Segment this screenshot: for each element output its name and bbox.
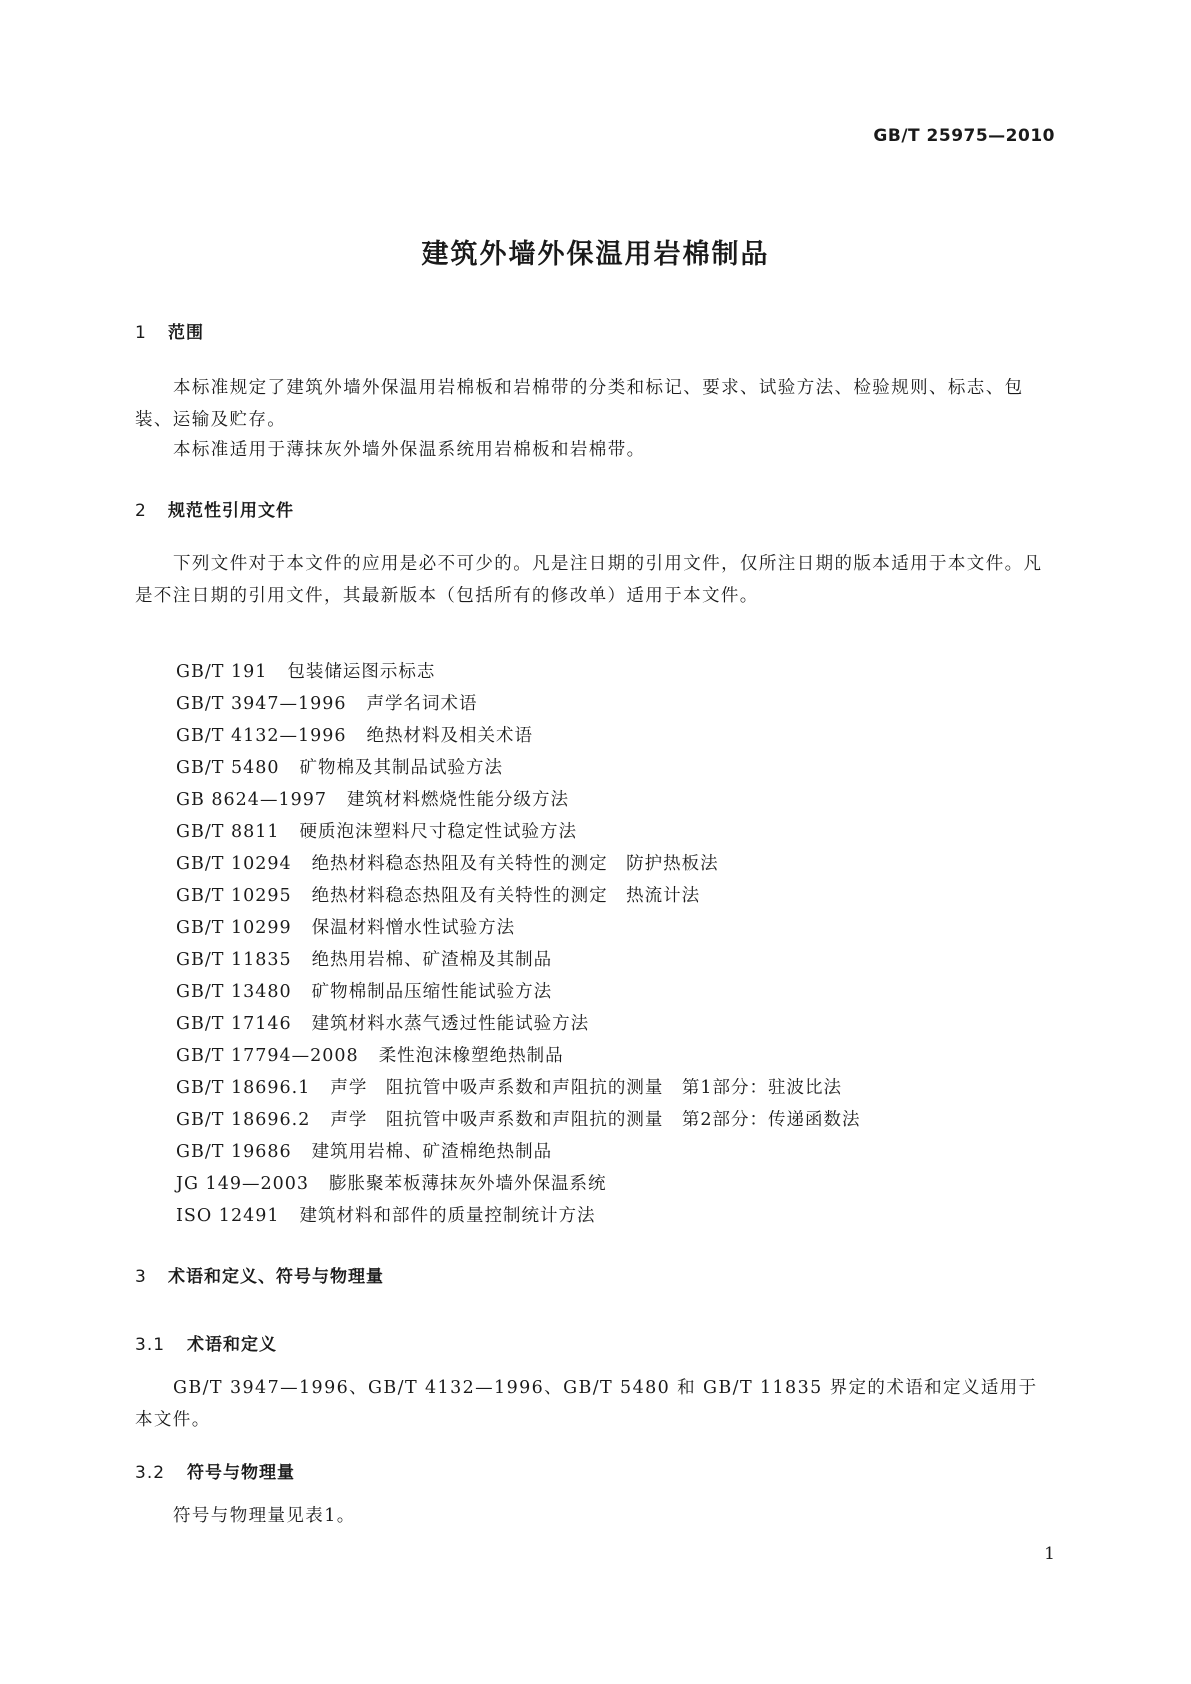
reference-item [176, 688, 860, 720]
reference-item [176, 1008, 860, 1040]
section-3-heading [135, 1262, 384, 1287]
reference-title: 绝热材料稳态热阻及有关特性的测定 热流计法 [311, 886, 701, 906]
reference-list [176, 656, 860, 1232]
section-title: 术语和定义、符号与物理量 [168, 1267, 384, 1287]
reference-item [176, 752, 860, 784]
section-1-heading [135, 318, 204, 343]
reference-item [176, 656, 860, 688]
reference-code: JG 149—2003 [176, 1174, 309, 1194]
reference-code: GB/T 4132—1996 [176, 726, 347, 746]
subsection-number: 3.2 [135, 1463, 166, 1483]
reference-code: GB/T 17146 [176, 1014, 292, 1034]
reference-item [176, 1072, 860, 1104]
section-3-2-heading [135, 1458, 295, 1483]
reference-code: GB/T 5480 [176, 758, 280, 778]
section-number: 2 [135, 501, 147, 521]
document-title: 建筑外墙外保温用岩棉制品 [421, 239, 770, 270]
reference-item [176, 1200, 860, 1232]
reference-item [176, 816, 860, 848]
reference-title: 建筑材料燃烧性能分级方法 [346, 790, 569, 810]
reference-title: 膨胀聚苯板薄抹灰外墙外保温系统 [329, 1174, 607, 1194]
reference-code: GB/T 8811 [176, 822, 280, 842]
section-2-heading [135, 496, 294, 521]
reference-title: 声学名词术语 [366, 694, 478, 714]
reference-title: 绝热材料及相关术语 [366, 726, 534, 746]
reference-item [176, 1040, 860, 1072]
reference-item [176, 912, 860, 944]
reference-code: GB/T 13480 [176, 982, 292, 1002]
reference-item [176, 784, 860, 816]
terms-paragraph: GB/T 3947—1996、GB/T 4132—1996、GB/T 5480 和 GB/T 11835 界定的术语和定义适用于本文件。 [135, 1378, 1038, 1430]
reference-code: GB/T 18696.1 [176, 1078, 311, 1098]
reference-code: GB/T 19686 [176, 1142, 292, 1162]
reference-title: 硬质泡沫塑料尺寸稳定性试验方法 [299, 822, 578, 842]
reference-code: ISO 12491 [176, 1206, 280, 1226]
reference-title: 声学 阻抗管中吸声系数和声阻抗的测量 第1部分：驻波比法 [330, 1078, 842, 1098]
reference-title: 保温材料憎水性试验方法 [311, 918, 516, 938]
section-number: 1 [135, 323, 147, 343]
reference-title: 绝热用岩棉、矿渣棉及其制品 [311, 950, 553, 970]
scope-paragraph-2: 本标准适用于薄抹灰外墙外保温系统用岩棉板和岩棉带。 [173, 440, 646, 460]
reference-item [176, 1104, 860, 1136]
reference-title: 矿物棉及其制品试验方法 [299, 758, 504, 778]
section-title: 规范性引用文件 [168, 501, 294, 521]
subsection-title: 术语和定义 [187, 1335, 277, 1355]
reference-title: 矿物棉制品压缩性能试验方法 [311, 982, 553, 1002]
subsection-title: 符号与物理量 [187, 1463, 295, 1483]
reference-item [176, 944, 860, 976]
references-intro: 下列文件对于本文件的应用是必不可少的。凡是注日期的引用文件，仅所注日期的版本适用于本文件。凡是不注日期的引用文件，其最新版本（包括所有的修改单）适用于本文件。 [135, 554, 1043, 606]
reference-item [176, 720, 860, 752]
section-number: 3 [135, 1267, 147, 1287]
reference-code: GB/T 3947—1996 [176, 694, 347, 714]
reference-code: GB/T 18696.2 [176, 1110, 311, 1130]
reference-code: GB/T 10299 [176, 918, 292, 938]
section-3-1-heading [135, 1330, 277, 1355]
page-number: 1 [1044, 1544, 1055, 1564]
reference-code: GB/T 17794—2008 [176, 1046, 359, 1066]
reference-item [176, 976, 860, 1008]
reference-code: GB/T 11835 [176, 950, 292, 970]
reference-title: 绝热材料稳态热阻及有关特性的测定 防护热板法 [311, 854, 719, 874]
reference-title: 建筑材料和部件的质量控制统计方法 [299, 1206, 596, 1226]
reference-title: 建筑材料水蒸气透过性能试验方法 [311, 1014, 590, 1034]
reference-item [176, 1136, 860, 1168]
reference-title: 包装储运图示标志 [287, 662, 436, 682]
reference-code: GB/T 191 [176, 662, 268, 682]
reference-code: GB/T 10294 [176, 854, 292, 874]
reference-code: GB 8624—1997 [176, 790, 327, 810]
symbols-paragraph: 符号与物理量见表1。 [173, 1506, 356, 1526]
standard-code: GB/T 25975—2010 [873, 126, 1055, 146]
reference-title: 建筑用岩棉、矿渣棉绝热制品 [311, 1142, 553, 1162]
reference-item [176, 848, 860, 880]
subsection-number: 3.1 [135, 1335, 166, 1355]
reference-item [176, 1168, 860, 1200]
scope-paragraph-1: 本标准规定了建筑外墙外保温用岩棉板和岩棉带的分类和标记、要求、试验方法、检验规则、标志、包装、运输及贮存。 [135, 378, 1024, 430]
reference-code: GB/T 10295 [176, 886, 292, 906]
reference-item [176, 880, 860, 912]
reference-title: 声学 阻抗管中吸声系数和声阻抗的测量 第2部分：传递函数法 [330, 1110, 861, 1130]
section-title: 范围 [168, 323, 204, 343]
reference-title: 柔性泡沫橡塑绝热制品 [378, 1046, 564, 1066]
